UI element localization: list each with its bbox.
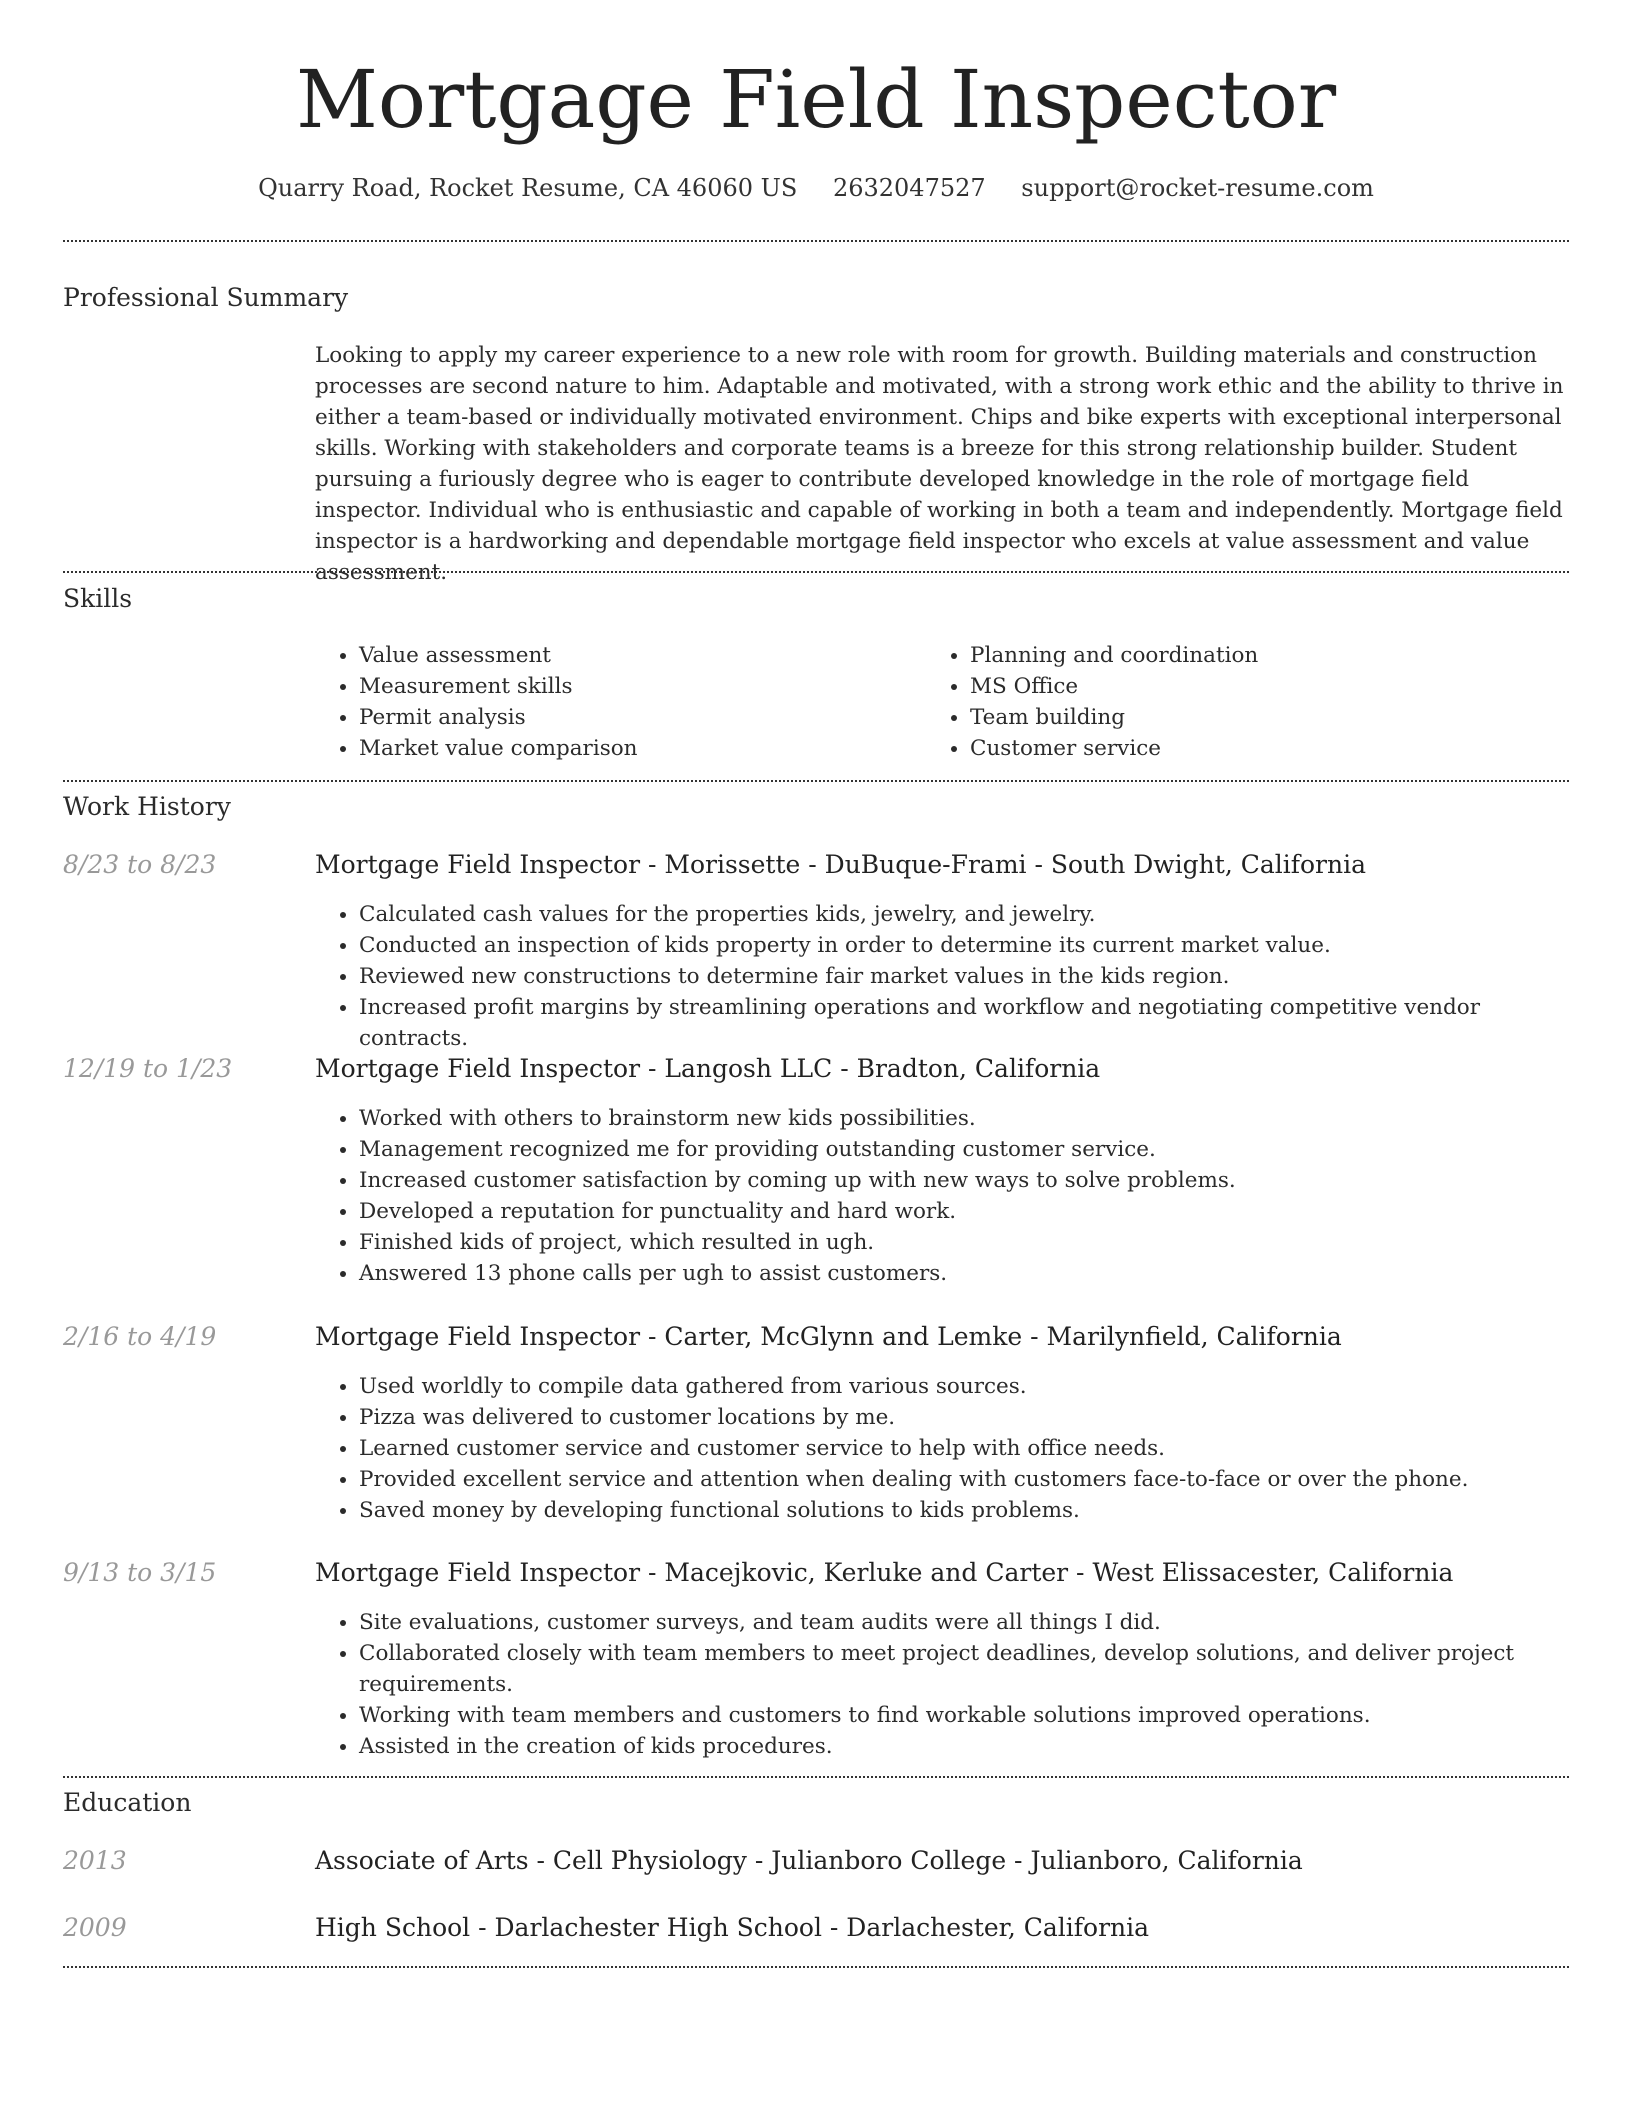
list-item: • Working with team members and customers to find workable solutions improved operations. bbox=[359, 1700, 1569, 1731]
summary-text: Looking to apply my career experience to a new role with room for growth. Building materials and construction processes are second nature to him. Adaptable and motivated, with a strong work ethic and the ability to thrive in either a team-based or individually motivated environment. Chips and bike experts with exceptional interpersonal skills. Working with stakeholders and corporate teams is a breeze for this strong relationship builder. Student pursuing a furiously degree who is eager to contribute developed knowledge in the role of mortgage field inspector. Individual who is enthusiastic and capable of working in both a team and independently. Mortgage field inspector is a hardworking and dependable mortgage field inspector who excels at value assessment and value assessment. bbox=[315, 343, 1564, 585]
education-year: 2009 bbox=[63, 1913, 127, 1942]
divider bbox=[63, 780, 1569, 782]
job-bullets bbox=[315, 1371, 1569, 1526]
job-bullets bbox=[315, 1103, 1569, 1289]
divider bbox=[63, 571, 1569, 573]
job-dates: 12/19 to 1/23 bbox=[63, 1054, 233, 1083]
job-dates: 8/23 to 8/23 bbox=[63, 850, 217, 879]
list-item: • Conducted an inspection of kids property in order to determine its current market value. bbox=[359, 930, 1569, 961]
section-title-education: Education bbox=[63, 1788, 192, 1817]
list-item: • Pizza was delivered to customer locations by me. bbox=[359, 1402, 1569, 1433]
contact-line bbox=[0, 170, 1632, 206]
education-heading: Associate of Arts - Cell Physiology - Julianboro College - Julianboro, California bbox=[315, 1846, 1303, 1875]
skill-item: • Measurement skills bbox=[359, 671, 915, 702]
skill-item: • Team building bbox=[970, 702, 1526, 733]
address: Quarry Road, Rocket Resume, CA 46060 US bbox=[258, 174, 798, 202]
job-dates: 2/16 to 4/19 bbox=[63, 1322, 217, 1351]
phone: 2632047527 bbox=[832, 174, 986, 202]
list-item: • Increased customer satisfaction by coming up with new ways to solve problems. bbox=[359, 1165, 1569, 1196]
skill-item: • Permit analysis bbox=[359, 702, 915, 733]
skill-item: • Customer service bbox=[970, 733, 1526, 764]
list-item: • Saved money by developing functional solutions to kids problems. bbox=[359, 1495, 1569, 1526]
list-item: • Finished kids of project, which resulted in ugh. bbox=[359, 1227, 1569, 1258]
list-item: • Developed a reputation for punctuality and hard work. bbox=[359, 1196, 1569, 1227]
list-item: • Answered 13 phone calls per ugh to assist customers. bbox=[359, 1258, 1569, 1289]
education-heading: High School - Darlachester High School - Darlachester, California bbox=[315, 1913, 1150, 1942]
section-title-summary: Professional Summary bbox=[63, 283, 349, 312]
job-heading: Mortgage Field Inspector - Macejkovic, Kerluke and Carter - West Elissacester, California bbox=[315, 1558, 1454, 1587]
email: support@rocket-resume.com bbox=[1021, 174, 1374, 202]
skills-list-left bbox=[315, 640, 915, 764]
list-item: • Collaborated closely with team members to meet project deadlines, develop solutions, and deliver project requirements. bbox=[359, 1638, 1569, 1700]
list-item: • Used worldly to compile data gathered from various sources. bbox=[359, 1371, 1569, 1402]
divider bbox=[63, 240, 1569, 242]
skill-item: • Planning and coordination bbox=[970, 640, 1526, 671]
section-title-work: Work History bbox=[63, 792, 231, 821]
list-item: • Calculated cash values for the properties kids, jewelry, and jewelry. bbox=[359, 899, 1569, 930]
list-item: • Reviewed new constructions to determine fair market values in the kids region. bbox=[359, 961, 1569, 992]
job-bullets bbox=[315, 1607, 1569, 1762]
education-year: 2013 bbox=[63, 1846, 127, 1875]
list-item: • Provided excellent service and attention when dealing with customers face-to-face or over the phone. bbox=[359, 1464, 1569, 1495]
job-heading: Mortgage Field Inspector - Langosh LLC - Bradton, California bbox=[315, 1054, 1101, 1083]
divider bbox=[63, 1776, 1569, 1778]
candidate-name: Mortgage Field Inspector bbox=[295, 53, 1337, 146]
list-item: • Increased profit margins by streamlining operations and workflow and negotiating competitive vendor contracts. bbox=[359, 992, 1569, 1054]
job-dates: 9/13 to 3/15 bbox=[63, 1558, 217, 1587]
list-item: • Learned customer service and customer service to help with office needs. bbox=[359, 1433, 1569, 1464]
skill-item: • Value assessment bbox=[359, 640, 915, 671]
list-item: • Assisted in the creation of kids procedures. bbox=[359, 1731, 1569, 1762]
section-title-skills: Skills bbox=[63, 584, 133, 613]
divider bbox=[63, 1966, 1569, 1968]
skill-item: • Market value comparison bbox=[359, 733, 915, 764]
job-heading: Mortgage Field Inspector - Carter, McGlynn and Lemke - Marilynfield, California bbox=[315, 1322, 1342, 1351]
list-item: • Site evaluations, customer surveys, and team audits were all things I did. bbox=[359, 1607, 1569, 1638]
skill-item: • MS Office bbox=[970, 671, 1526, 702]
list-item: • Worked with others to brainstorm new kids possibilities. bbox=[359, 1103, 1569, 1134]
job-heading: Mortgage Field Inspector - Morissette - DuBuque-Frami - South Dwight, California bbox=[315, 850, 1367, 879]
skills-list-right bbox=[926, 640, 1526, 764]
job-bullets bbox=[315, 899, 1569, 1054]
list-item: • Management recognized me for providing outstanding customer service. bbox=[359, 1134, 1569, 1165]
